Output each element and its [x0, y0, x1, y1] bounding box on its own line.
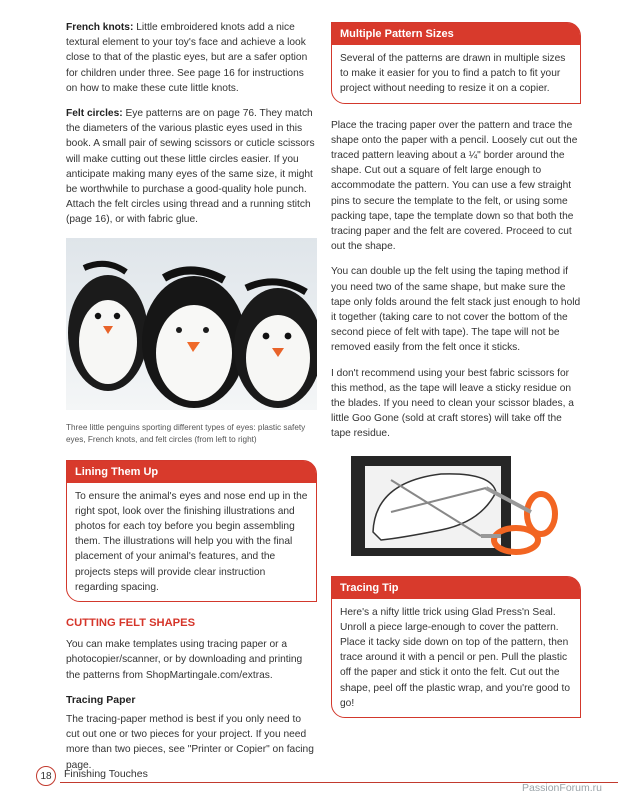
watermark: PassionForum.ru: [522, 782, 602, 794]
penguins-illustration: [66, 238, 317, 410]
french-knots-paragraph: [66, 20, 317, 96]
multiple-sizes-box: [331, 22, 581, 104]
templates-paragraph: You can make templates using tracing paper or a photocopier/scanner, or by downloading and printing the patterns from ShopMartingale.com/extras.: [66, 639, 303, 681]
felt-circles-term: Felt circles:: [66, 108, 123, 120]
tracing-tip-box: [331, 576, 581, 718]
right-column: [331, 22, 581, 718]
sizes-box-title: Multiple Pattern Sizes: [332, 23, 580, 45]
felt-circles-paragraph: [66, 106, 317, 228]
lining-box-title: Lining Them Up: [67, 461, 316, 483]
left-column: [66, 20, 317, 783]
trace-paragraph: Place the tracing paper over the pattern and trace the shape onto the paper with a pencil. Loosely cut out the traced pattern leaving about a ¼" border around the shape. Cut out a square of felt large enough to accommodate the pattern. You can use a few straight pins to secure the template to the felt, or using some packing tape, tape the template down so that both the tracing paper and the felt are covered. Proceed to cut out the shape.: [331, 119, 578, 253]
lining-box-body: To ensure the animal's eyes and nose end up in the right spot, look over the finishing illustrations and photos for each toy before you begin assembling them. The illustrations will help you with the final placement of your animal's features, and the projects steps will provide clear instruction regarding spacing.: [75, 490, 308, 593]
page-footer: [36, 766, 596, 786]
lining-them-up-box: [66, 460, 317, 602]
french-knots-term: French knots:: [66, 22, 134, 33]
double-felt-paragraph: You can double up the felt using the taping method if you need two of the same shape, but make sure the tape only folds around the felt stack just enough to hold it together (taking care to not cover the bottom of the second piece of felt with tape). The tape will not be removed easily from the felt once it sticks.: [331, 266, 581, 354]
tip-box-title: Tracing Tip: [332, 577, 580, 599]
page-number: 18: [36, 766, 56, 786]
scissors-paragraph: I don't recommend using your best fabric scissors for this method, as the tape will leave a sticky residue on the blades. If you need to clean your scissor blades, a little Goo Gone (sold at craft stores) will take off the tape residue.: [331, 367, 574, 440]
penguins-photo: [66, 238, 317, 410]
sizes-box-body: Several of the patterns are drawn in multiple sizes to make it easier for you to find a patch to fit your project without needing to resize it on a copier.: [340, 53, 566, 95]
section-name: Finishing Touches: [64, 768, 148, 780]
felt-circles-text: Eye patterns are on page 76. They match the diameters of the various plastic eyes used in this book. A small pair of sewing scissors or cuticle scissors will make cutting out these little circles easier. If you anticipate making many eyes of the same size, it might be worthwhile to purchase a good-quality hole punch. Attach the felt circles using thread and a running stitch (page 16), or with fabric glue.: [66, 108, 315, 226]
photo-caption: Three little penguins sporting different types of eyes: plastic safety eyes, French knots, and felt circles (from left to right): [66, 422, 306, 444]
tracing-method-paragraph: The tracing-paper method is best if you only need to cut out one or two pieces for your project. If you need more than two pieces, see "Printer or Copier" on facing page.: [66, 714, 314, 771]
french-knots-text: Little embroidered knots add a nice textural element to your toy's face and achieve a look close to that of the plastic eyes, but are a safer option for children under three. See page 16 for instructions on how to make these cute little knots.: [66, 22, 308, 94]
cutting-felt-heading: CUTTING FELT SHAPES: [66, 617, 196, 630]
tip-box-body: Here's a nifty little trick using Glad Press'n Seal. Unroll a piece large-enough to cover the pattern. Place it tacky side down on top of the pattern, then trace around it with a pencil or pen. Pull the plastic off the paper and stick it onto the felt. Cut out the shape, peel off the plastic wrap, and you're good to go!: [340, 606, 570, 709]
scissors-illustration: [331, 452, 581, 562]
tracing-paper-subheading: Tracing Paper: [66, 693, 136, 706]
cutting-pattern-diagram: [331, 452, 581, 562]
